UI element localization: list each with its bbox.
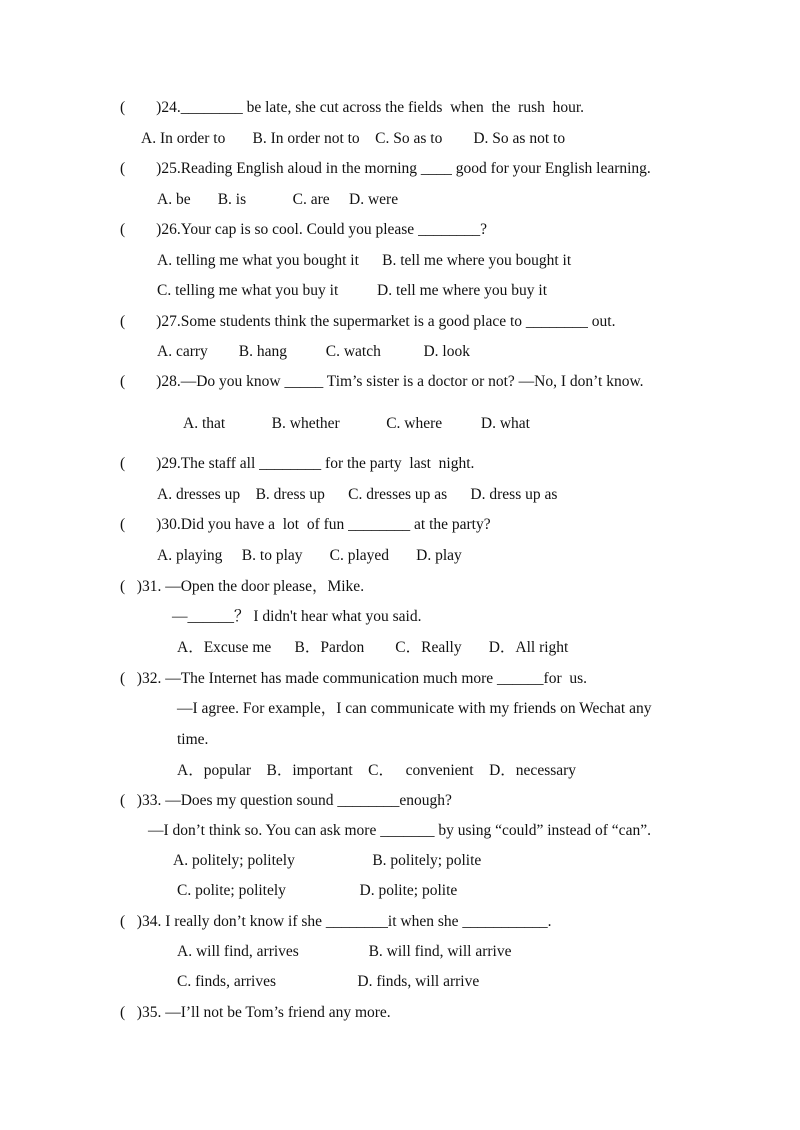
question-31-stem: ( )31. —Open the door please，Mike. (120, 578, 365, 595)
question-28-options: A. that B. whether C. where D. what (183, 415, 530, 432)
question-34-options-row-2: C. finds, arrives D. finds, will arrive (177, 973, 480, 990)
question-24-options: A. In order to B. In order not to C. So as to D. So as not to (141, 130, 566, 147)
question-24-stem: ( )24.________ be late, she cut across the fields when the rush hour. (120, 99, 585, 116)
question-29-options: A. dresses up B. dress up C. dresses up as D. dress up as (157, 486, 558, 503)
question-25-options: A. be B. is C. are D. were (157, 191, 399, 208)
question-33-stem: ( )33. —Does my question sound ________enough? (120, 792, 452, 809)
question-32-stem: ( )32. —The Internet has made communication much more ______for us. (120, 670, 588, 687)
question-34-options-row-1: A. will find, arrives B. will find, will arrive (177, 943, 512, 960)
question-27-stem: ( )27.Some students think the supermarket is a good place to ________ out. (120, 313, 616, 330)
question-31-reply: —______？ I didn't hear what you said. (172, 608, 422, 625)
question-30-options: A. playing B. to play C. played D. play (157, 547, 462, 564)
question-35-stem: ( )35. —I’ll not be Tom’s friend any more. (120, 1004, 391, 1021)
question-32-reply-continued: time. (177, 731, 209, 748)
question-26-options-row-1: A. telling me what you bought it B. tell me where you bought it (157, 252, 572, 269)
question-30-stem: ( )30.Did you have a lot of fun ________ at the party? (120, 516, 491, 533)
question-34-stem: ( )34. I really don’t know if she ________it when she ___________. (120, 913, 552, 930)
question-33-options-row-1: A. politely; politely B. politely; polite (173, 852, 482, 869)
question-29-stem: ( )29.The staff all ________ for the party last night. (120, 455, 475, 472)
question-25-stem: ( )25.Reading English aloud in the morning ____ good for your English learning. (120, 160, 651, 177)
question-32-options: A．popular B．important C． convenient D．necessary (177, 762, 577, 779)
question-26-options-row-2: C. telling me what you buy it D. tell me where you buy it (157, 282, 548, 299)
question-27-options: A. carry B. hang C. watch D. look (157, 343, 470, 360)
question-26-stem: ( )26.Your cap is so cool. Could you please ________? (120, 221, 487, 238)
question-33-options-row-2: C. polite; politely D. polite; polite (177, 882, 458, 899)
question-32-reply: —I agree. For example，I can communicate with my friends on Wechat any (177, 700, 652, 717)
question-33-reply: —I don’t think so. You can ask more _______ by using “could” instead of “can”. (148, 822, 651, 839)
question-28-stem: ( )28.—Do you know _____ Tim’s sister is a doctor or not? —No, I don’t know. (120, 373, 644, 390)
question-31-options: A．Excuse me B．Pardon C．Really D．All right (177, 639, 569, 656)
